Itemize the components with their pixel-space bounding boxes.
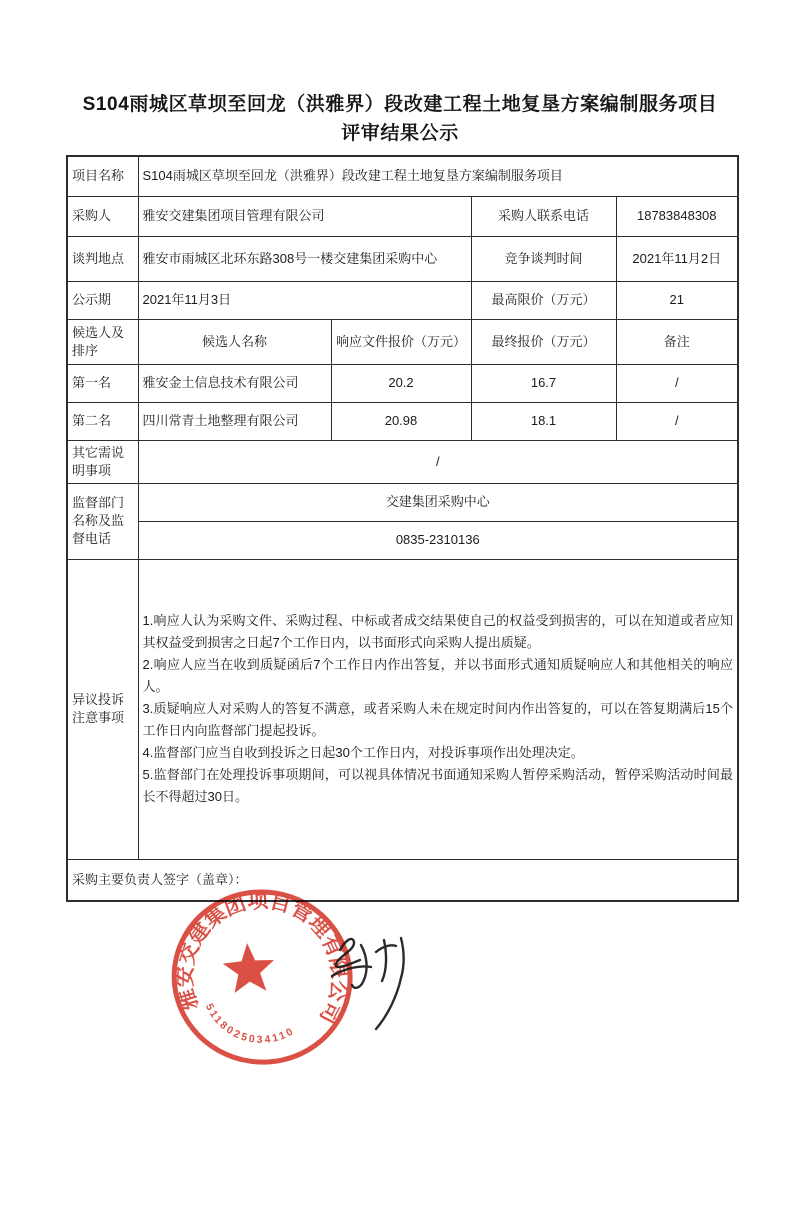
company-seal-stamp bbox=[166, 886, 358, 1074]
candidate-name: 雅安金土信息技术有限公司 bbox=[138, 364, 331, 402]
project-name-label: 项目名称 bbox=[67, 156, 138, 196]
seal-star-icon bbox=[221, 941, 276, 993]
candidate-remark: / bbox=[616, 364, 738, 402]
row-supervision-phone bbox=[67, 521, 738, 559]
signature-line-label: 采购主要负责人签字（盖章）： bbox=[67, 859, 738, 901]
objection-label: 异议投诉注意事项 bbox=[67, 559, 138, 859]
other-notes-value: / bbox=[138, 440, 738, 483]
negotiation-time-value: 2021年11月2日 bbox=[616, 236, 738, 281]
candidate-remark: / bbox=[616, 402, 738, 440]
objection-item: 1.响应人认为采购文件、采购过程、中标或者成交结果使自己的权益受到损害的，可以在知道或者应知其权益受到损害之日起7个工作日内，以书面形式向采购人提出质疑。 bbox=[142, 613, 733, 650]
table-row-candidate-1 bbox=[67, 364, 738, 402]
candidate-response-price: 20.98 bbox=[331, 402, 471, 440]
candidate-rank: 第一名 bbox=[67, 364, 138, 402]
price-limit-label: 最高限价（万元） bbox=[471, 281, 616, 319]
negotiation-time-label: 竞争谈判时间 bbox=[471, 236, 616, 281]
objection-item: 3.质疑响应人对采购人的答复不满意，或者采购人未在规定时间内作出答复的，可以在答复期满后15个工作日内向监督部门提起投诉。 bbox=[142, 701, 733, 738]
candidate-final-price: 16.7 bbox=[471, 364, 616, 402]
remark-header: 备注 bbox=[616, 319, 738, 364]
objection-item: 5.监督部门在处理投诉事项期间，可以视具体情况书面通知采购人暂停采购活动，暂停采购活动时间最长不得超过30日。 bbox=[142, 767, 733, 804]
table-row-candidate-2 bbox=[67, 402, 738, 440]
project-name-value: S104雨城区草坝至回龙（洪雅界）段改建工程土地复垦方案编制服务项目 bbox=[138, 156, 738, 196]
handwritten-signature bbox=[326, 930, 422, 1032]
response-price-header: 响应文件报价（万元） bbox=[331, 319, 471, 364]
purchaser-phone-value: 18783848308 bbox=[616, 196, 738, 236]
seal-ring bbox=[166, 886, 358, 1073]
supervision-phone-value: 0835-2310136 bbox=[138, 521, 738, 559]
purchaser-value: 雅安交建集团项目管理有限公司 bbox=[138, 196, 471, 236]
candidate-name: 四川常青土地整理有限公司 bbox=[138, 402, 331, 440]
price-limit-value: 21 bbox=[616, 281, 738, 319]
candidate-response-price: 20.2 bbox=[331, 364, 471, 402]
candidate-rank: 第二名 bbox=[67, 402, 138, 440]
row-objection-notes bbox=[67, 559, 738, 859]
row-publicity bbox=[67, 281, 738, 319]
row-supervision-dept bbox=[67, 483, 738, 521]
row-negotiation bbox=[67, 236, 738, 281]
document-title bbox=[0, 90, 800, 148]
purchaser-label: 采购人 bbox=[67, 196, 138, 236]
negotiation-place-label: 谈判地点 bbox=[67, 236, 138, 281]
candidates-rank-header: 候选人及排序 bbox=[67, 319, 138, 364]
objection-item: 4.监督部门应当自收到投诉之日起30个工作日内，对投诉事项作出处理决定。 bbox=[142, 745, 584, 760]
objection-item: 2.响应人应当在收到质疑函后7个工作日内作出答复，并以书面形式通知质疑响应人和其他相关的响应人。 bbox=[142, 657, 733, 694]
publicity-period-label: 公示期 bbox=[67, 281, 138, 319]
supervision-label: 监督部门名称及监督电话 bbox=[67, 483, 138, 559]
seal-code-text: 5118025034110 bbox=[202, 1001, 298, 1047]
row-other-notes bbox=[67, 440, 738, 483]
seal-company-text: 雅安交建集团项目管理有限公司 bbox=[173, 889, 351, 1028]
candidate-final-price: 18.1 bbox=[471, 402, 616, 440]
document-title-line2: 评审结果公示 bbox=[341, 123, 459, 144]
other-notes-label: 其它需说明事项 bbox=[67, 440, 138, 483]
publicity-period-value: 2021年11月3日 bbox=[138, 281, 471, 319]
purchaser-phone-label: 采购人联系电话 bbox=[471, 196, 616, 236]
final-price-header: 最终报价（万元） bbox=[471, 319, 616, 364]
row-signature bbox=[67, 859, 738, 901]
document-table bbox=[66, 155, 739, 902]
document-title-line1: S104雨城区草坝至回龙（洪雅界）段改建工程土地复垦方案编制服务项目 bbox=[82, 94, 718, 115]
negotiation-place-value: 雅安市雨城区北环东路308号一楼交建集团采购中心 bbox=[138, 236, 471, 281]
supervision-dept-value: 交建集团采购中心 bbox=[138, 483, 738, 521]
row-project-name bbox=[67, 156, 738, 196]
row-candidates-header bbox=[67, 319, 738, 364]
row-purchaser bbox=[67, 196, 738, 236]
candidate-name-header: 候选人名称 bbox=[138, 319, 331, 364]
objection-content bbox=[138, 559, 738, 859]
